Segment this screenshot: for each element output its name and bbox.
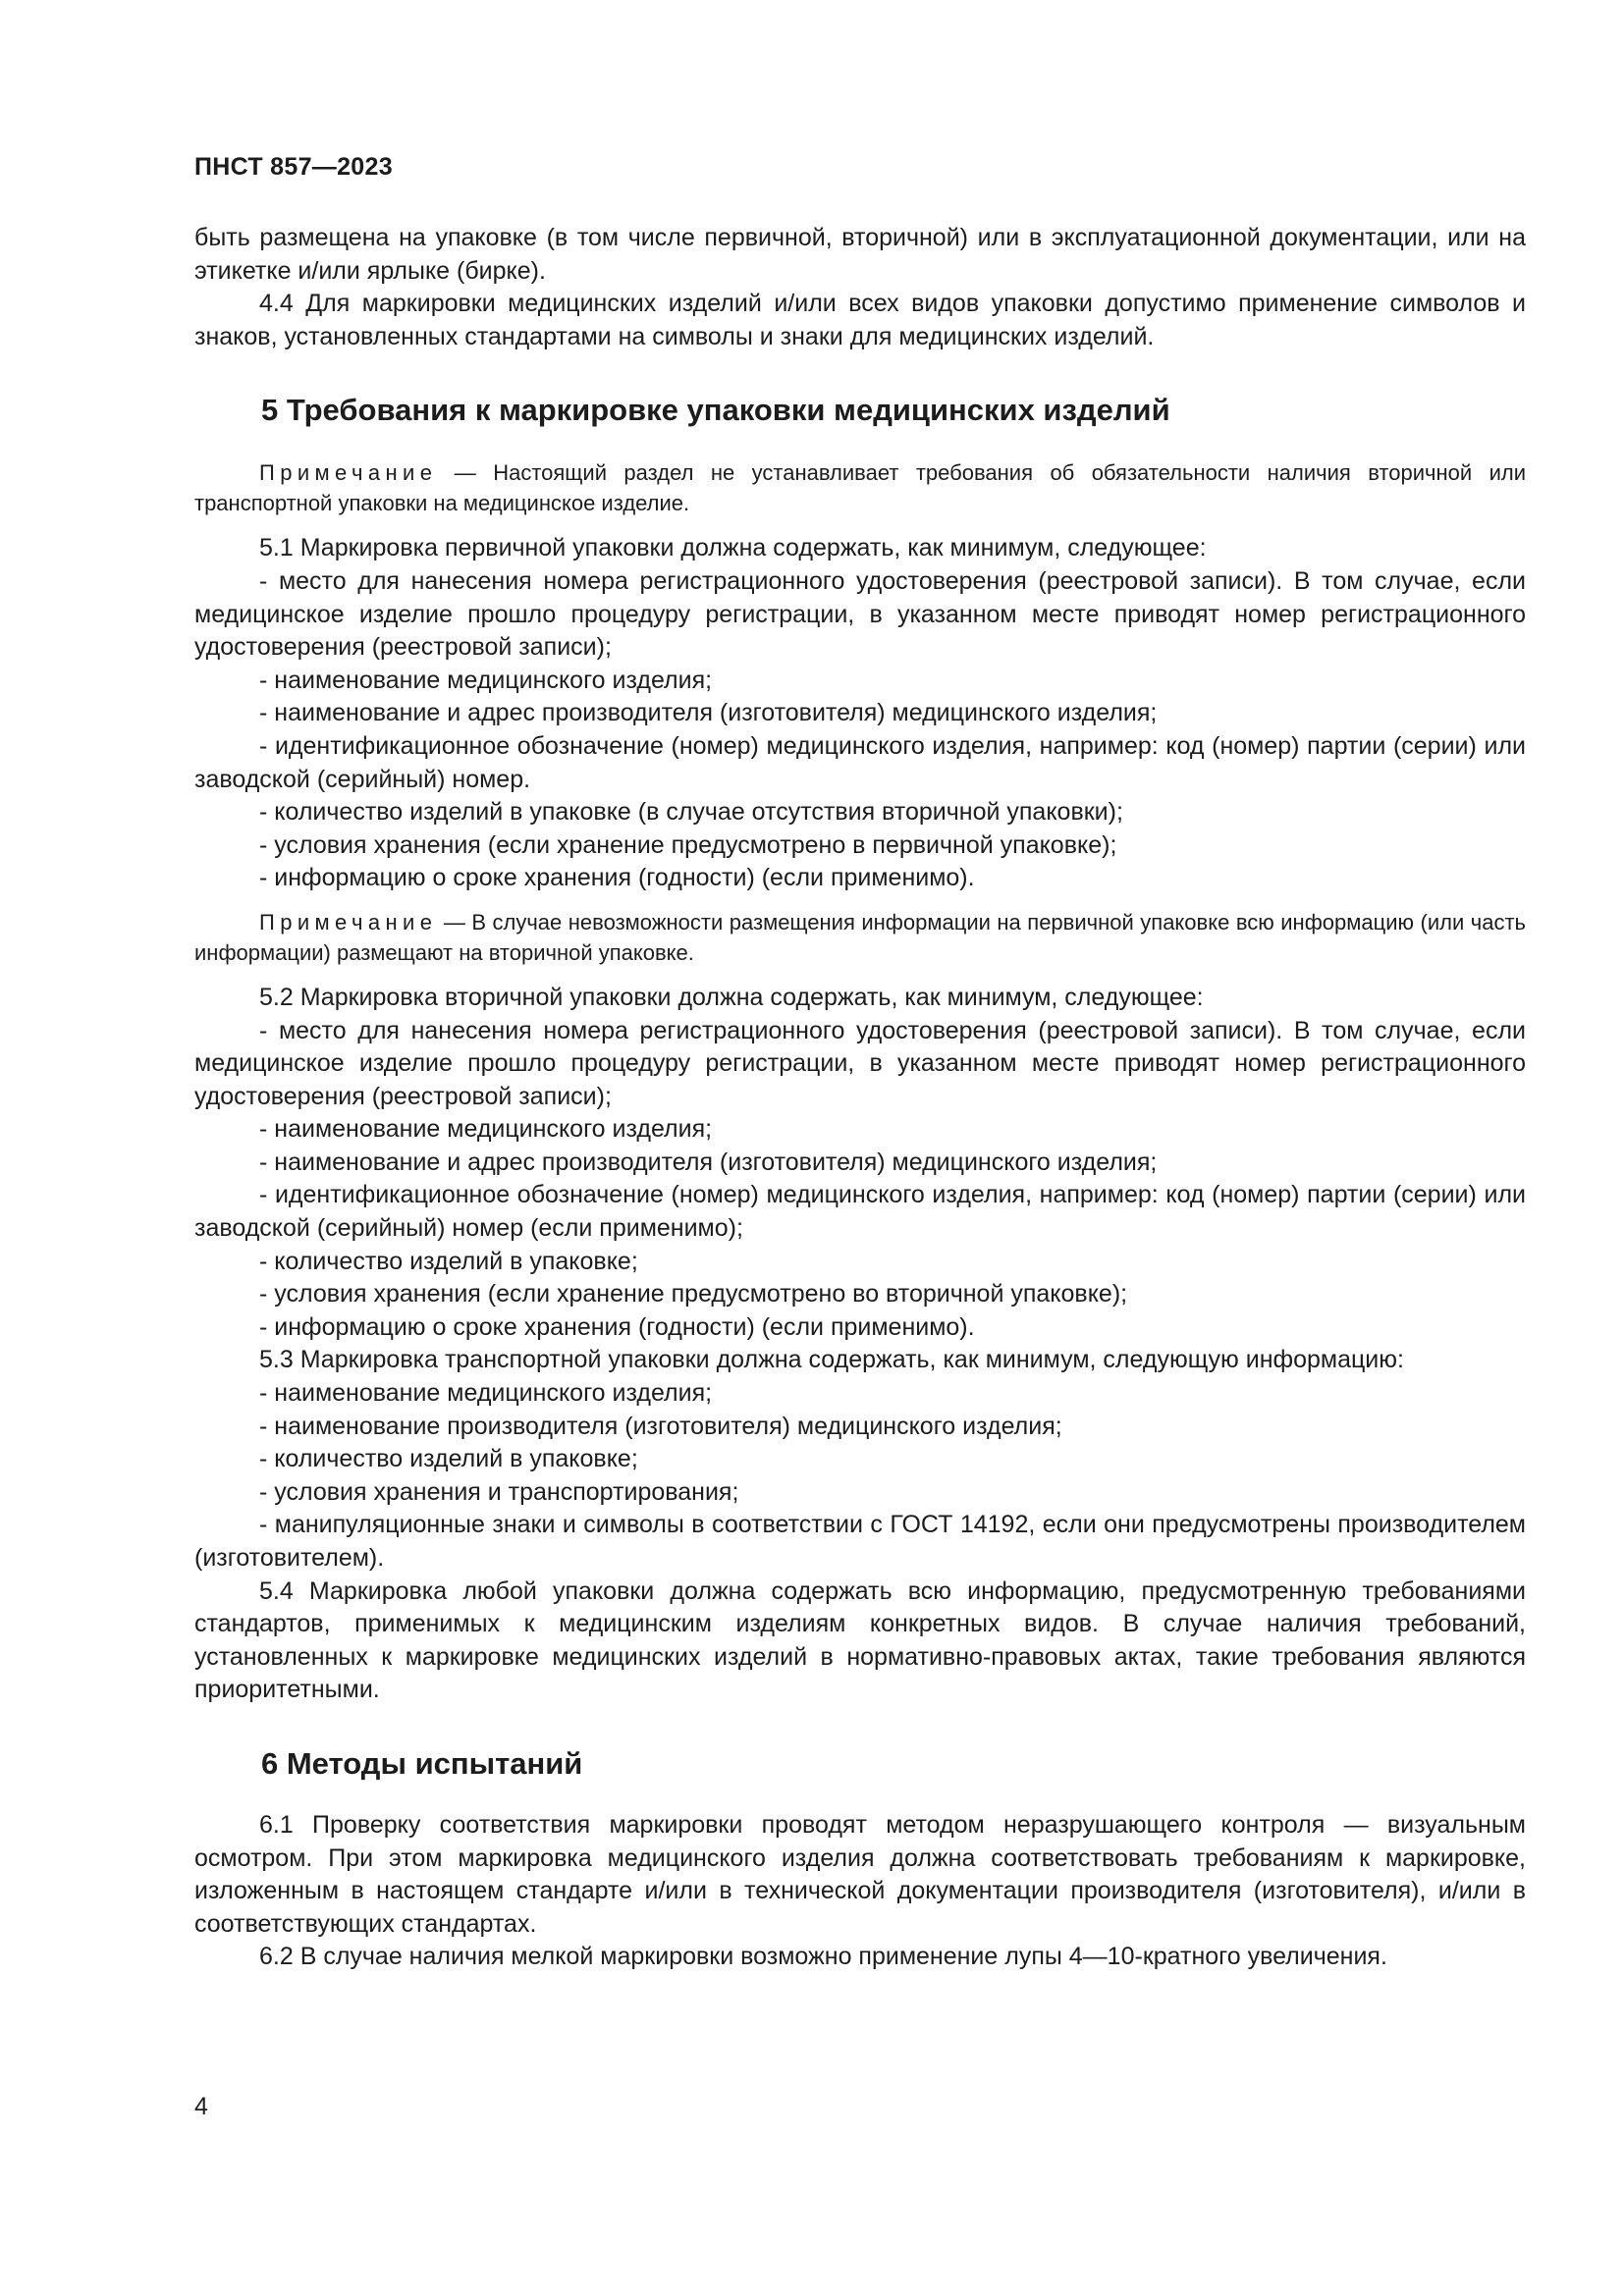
clause-5-1: 5.1 Маркировка первичной упаковки должна содержать, как минимум, следующее: [259,534,1207,562]
list-item: - информацию о сроке хранения (годности) (если применимо). [259,864,975,892]
clause-5-3: 5.3 Маркировка транспортной упаковки должна содержать, как минимум, следующую информацию: [259,1346,1404,1374]
list-item: - манипуляционные знаки и символы в соответствии с ГОСТ 14192, если они предусмотрены производителем (изготовителем). [194,1511,1526,1572]
note-text: — Настоящий раздел не устанавливает требования об обязательности наличия вторичной или транспортной упаковки на медицинское изделие. [194,460,1526,516]
page-number: 4 [194,2093,208,2120]
clause-6-2: 6.2 В случае наличия мелкой маркировки возможно применение лупы 4—10-кратного увеличения. [259,1943,1387,1971]
list-item: - место для нанесения номера регистрационного удостоверения (реестровой записи). В том случае, если медицинское изделие прошло процедуру регистрации, в указанном месте приводят номер регистрационного удостоверения (реестровой записи); [194,1016,1526,1110]
note-primary-packaging [194,907,1526,968]
note-text: — В случае невозможности размещения информации на первичной упаковке всю информацию (или часть информации) размещают на вторичной упаковке. [194,909,1526,965]
clause-4-4: 4.4 Для маркировки медицинских изделий и/или всех видов упаковки допустимо применение символов и знаков, установленных стандартами на символы и знаки для медицинских изделий. [194,290,1526,350]
list-item: - информацию о сроке хранения (годности) (если применимо). [259,1312,975,1341]
list-item: - количество изделий в упаковке; [259,1445,638,1473]
list-item: - количество изделий в упаковке; [259,1247,638,1275]
list-item: - наименование и адрес производителя (изготовителя) медицинского изделия; [259,699,1158,727]
note-label: Примечание [259,460,438,486]
clause-6-1: 6.1 Проверку соответствия маркировки проводят методом неразрушающего контроля — визуальным осмотром. При этом маркировка медицинского изделия должна соответствовать требованиям к маркировке, изложенным в настоящем стандарте и/или в технической документации производителя (изготовителя), и/или в соответствующих стандартах. [194,1810,1526,1938]
list-item: - условия хранения (если хранение предусмотрено в первичной упаковке); [259,830,1117,859]
list-item: - идентификационное обозначение (номер) медицинского изделия, например: код (номер) партии (серии) или заводской (серийный) номер (если применимо); [194,1181,1526,1243]
list-item: - наименование медицинского изделия; [259,1379,713,1408]
document-body [194,222,1526,1974]
clause-5-4: 5.4 Маркировка любой упаковки должна содержать всю информацию, предусмотренную требованиями стандартов, применимых к медицинским изделиям конкретных видов. В случае наличия требований, установленных к маркировке медицинских изделий в нормативно-правовых актах, такие требования являются приоритетными. [194,1576,1526,1704]
list-item: - условия хранения и транспортирования; [259,1477,739,1506]
clause-5-2: 5.2 Маркировка вторичной упаковки должна содержать, как минимум, следующее: [259,983,1204,1011]
note-label: Примечание [259,909,438,934]
paragraph-continuation: быть размещена на упаковке (в том числе первичной, вторичной) или в эксплуатационной документации, или на этикетке и/или ярлыке (бирке). [194,224,1526,285]
section-5-title: 5 Требования к маркировке упаковки медицинских изделий [261,393,1170,428]
list-item: - количество изделий в упаковке (в случае отсутствия вторичной упаковки); [259,798,1123,827]
list-item: - условия хранения (если хранение предусмотрено во вторичной упаковке); [259,1280,1128,1308]
note-section-5 [194,457,1526,518]
list-item: - наименование и адрес производителя (изготовителя) медицинского изделия; [259,1148,1158,1176]
section-6-title: 6 Методы испытаний [261,1745,583,1781]
document-id-header: ПНСТ 857—2023 [194,153,393,181]
list-item: - идентификационное обозначение (номер) медицинского изделия, например: код (номер) партии (серии) или заводской (серийный) номер. [194,731,1526,793]
list-item: - наименование медицинского изделия; [259,666,713,694]
list-item: - наименование производителя (изготовителя) медицинского изделия; [259,1412,1062,1440]
list-item: - место для нанесения номера регистрационного удостоверения (реестровой записи). В том случае, если медицинское изделие прошло процедуру регистрации, в указанном месте приводят номер регистрационного удостоверения (реестровой записи); [194,566,1526,662]
list-item: - наименование медицинского изделия; [259,1115,713,1144]
